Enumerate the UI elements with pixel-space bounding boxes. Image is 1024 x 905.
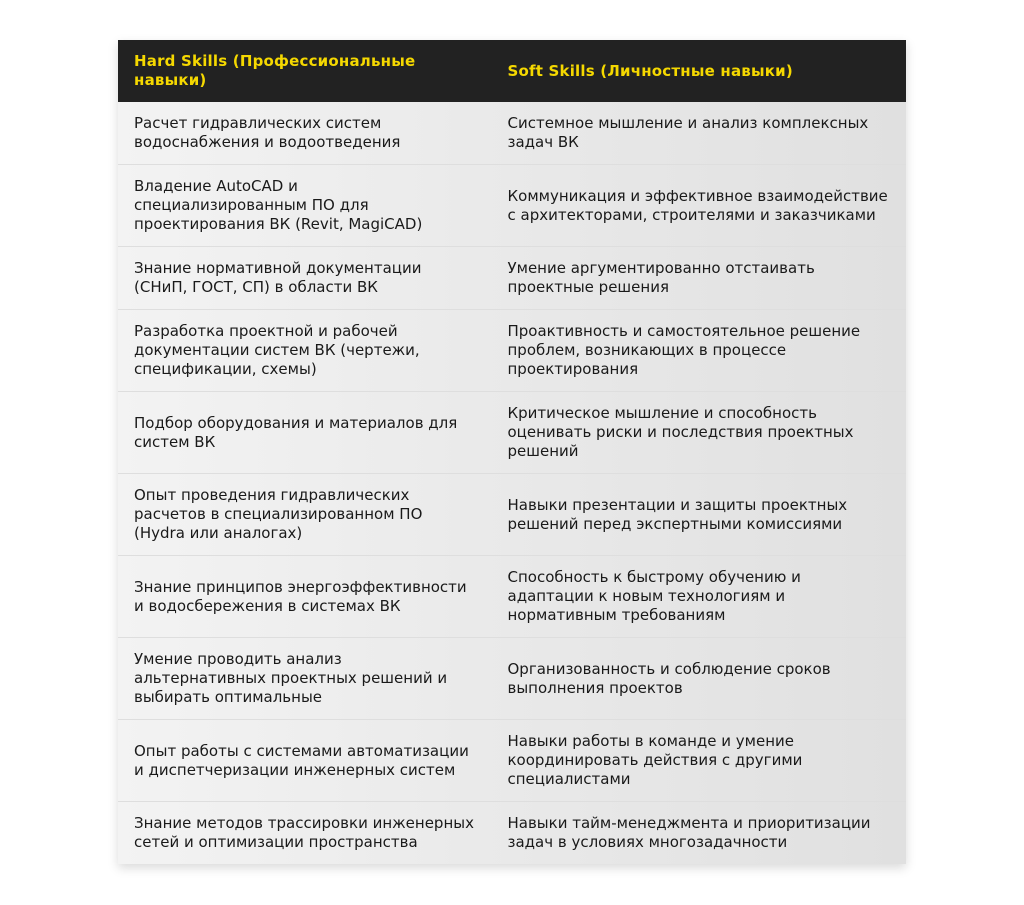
hard-skill-cell: Расчет гидравлических систем водоснабжения и водоотведения bbox=[118, 102, 492, 165]
table-row bbox=[118, 102, 906, 165]
table-header bbox=[118, 40, 906, 102]
soft-skill-cell: Организованность и соблюдение сроков выполнения проектов bbox=[492, 638, 907, 720]
table-row bbox=[118, 247, 906, 310]
table-body bbox=[118, 102, 906, 864]
table-row bbox=[118, 392, 906, 474]
table-row bbox=[118, 638, 906, 720]
soft-skill-cell: Умение аргументированно отстаивать проектные решения bbox=[492, 247, 907, 310]
soft-skills-header: Soft Skills (Личностные навыки) bbox=[492, 40, 907, 102]
table-row bbox=[118, 310, 906, 392]
table-row bbox=[118, 556, 906, 638]
hard-skill-cell: Знание нормативной документации (СНиП, ГОСТ, СП) в области ВК bbox=[118, 247, 492, 310]
hard-skill-cell: Разработка проектной и рабочей документации систем ВК (чертежи, спецификации, схемы) bbox=[118, 310, 492, 392]
soft-skill-cell: Проактивность и самостоятельное решение проблем, возникающих в процессе проектирования bbox=[492, 310, 907, 392]
hard-skill-cell: Знание принципов энергоэффективности и водосбережения в системах ВК bbox=[118, 556, 492, 638]
hard-skill-cell: Опыт проведения гидравлических расчетов в специализированном ПО (Hydra или аналогах) bbox=[118, 474, 492, 556]
hard-skill-cell: Умение проводить анализ альтернативных проектных решений и выбирать оптимальные bbox=[118, 638, 492, 720]
soft-skill-cell: Навыки презентации и защиты проектных решений перед экспертными комиссиями bbox=[492, 474, 907, 556]
soft-skill-cell: Критическое мышление и способность оценивать риски и последствия проектных решений bbox=[492, 392, 907, 474]
soft-skill-cell: Коммуникация и эффективное взаимодействие с архитекторами, строителями и заказчиками bbox=[492, 165, 907, 247]
hard-skill-cell: Владение AutoCAD и специализированным ПО для проектирования ВК (Revit, MagiCAD) bbox=[118, 165, 492, 247]
soft-skill-cell: Системное мышление и анализ комплексных задач ВК bbox=[492, 102, 907, 165]
soft-skill-cell: Навыки работы в команде и умение координировать действия с другими специалистами bbox=[492, 720, 907, 802]
soft-skill-cell: Способность к быстрому обучению и адаптации к новым технологиям и нормативным требованиям bbox=[492, 556, 907, 638]
table-row bbox=[118, 165, 906, 247]
table-row bbox=[118, 802, 906, 865]
hard-skills-header: Hard Skills (Профессиональные навыки) bbox=[118, 40, 492, 102]
hard-skill-cell: Подбор оборудования и материалов для систем ВК bbox=[118, 392, 492, 474]
table-row bbox=[118, 720, 906, 802]
header-row bbox=[118, 40, 906, 102]
skills-table bbox=[118, 40, 906, 864]
hard-skill-cell: Опыт работы с системами автоматизации и диспетчеризации инженерных систем bbox=[118, 720, 492, 802]
hard-skill-cell: Знание методов трассировки инженерных сетей и оптимизации пространства bbox=[134, 814, 474, 851]
soft-skill-cell: Навыки тайм-менеджмента и приоритизации задач в условиях многозадачности bbox=[507, 814, 871, 851]
table-row bbox=[118, 474, 906, 556]
